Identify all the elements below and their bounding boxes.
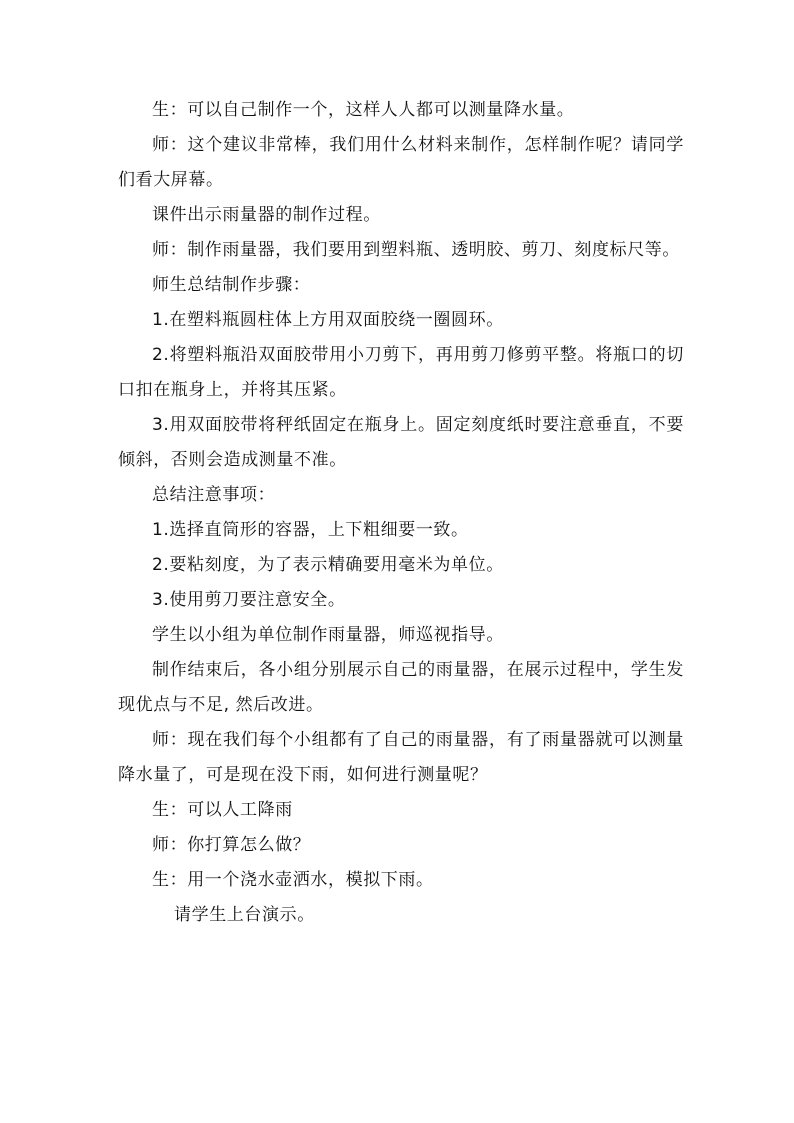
paragraph-notes-heading: 总结注意事项：	[152, 485, 276, 505]
paragraph-teacher-question: 师：这个建议非常棒，我们用什么材料来制作，怎样制作呢？请同学们看大屏幕。	[118, 135, 684, 190]
paragraph-step-1: 1.在塑料瓶圆柱体上方用双面胶绕一圈圆环。	[152, 310, 504, 330]
paragraph-group-work: 学生以小组为单位制作雨量器，师巡视指导。	[152, 625, 504, 645]
paragraph-courseware: 课件出示雨量器的制作过程。	[152, 205, 381, 225]
paragraph-note-1: 1.选择直筒形的容器，上下粗细要一致。	[152, 520, 469, 540]
paragraph-step-2: 2.将塑料瓶沿双面胶带用小刀剪下，再用剪刀修剪平整。将瓶口的切口扣在瓶身上，并将其压紧。	[118, 345, 684, 400]
paragraph-step-3: 3.用双面胶带将秤纸固定在瓶身上。固定刻度纸时要注意垂直，不要倾斜，否则会造成测量不准。	[118, 415, 684, 470]
paragraph-materials: 师：制作雨量器，我们要用到塑料瓶、透明胶、剪刀、刻度标尺等。	[152, 240, 680, 260]
paragraph-student-reply: 生：可以自己制作一个，这样人人都可以测量降水量。	[152, 100, 575, 120]
paragraph-note-2: 2.要粘刻度，为了表示精确要用毫米为单位。	[152, 555, 504, 575]
document-body	[118, 93, 684, 933]
paragraph-teacher-no-rain: 师：现在我们每个小组都有了自己的雨量器，有了雨量器就可以测量降水量了，可是现在没下雨，如何进行测量呢？	[118, 730, 684, 785]
paragraph-teacher-how: 师：你打算怎么做？	[152, 835, 311, 855]
paragraph-student-artificial-rain: 生：可以人工降雨	[152, 800, 293, 820]
paragraph-showcase: 制作结束后，各小组分别展示自己的雨量器，在展示过程中，学生发现优点与不足, 然后改进。	[118, 660, 684, 715]
paragraph-demo: 请学生上台演示。	[174, 905, 315, 925]
paragraph-note-3: 3.使用剪刀要注意安全。	[152, 590, 346, 610]
paragraph-steps-heading: 师生总结制作步骤：	[152, 275, 311, 295]
paragraph-student-watering: 生：用一个浇水壶洒水，模拟下雨。	[152, 870, 434, 890]
